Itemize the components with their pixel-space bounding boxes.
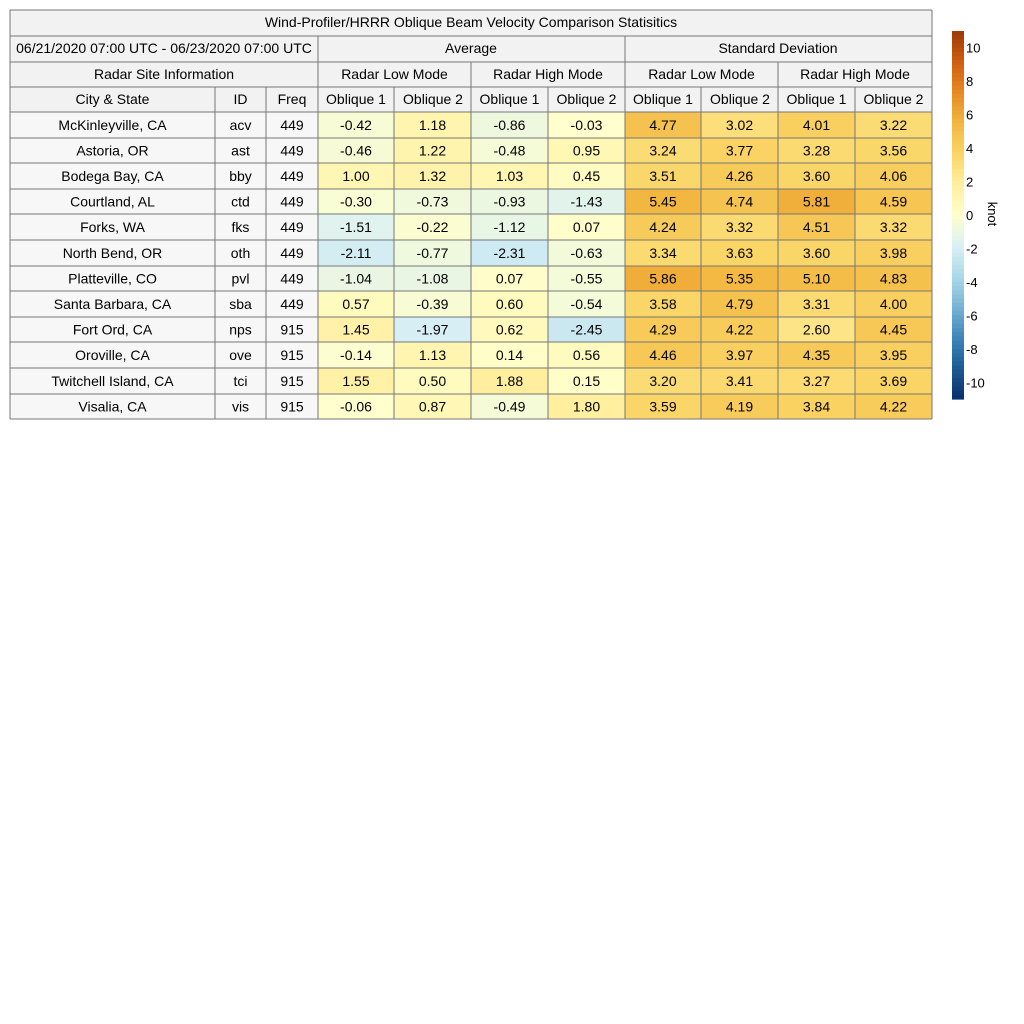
colorbar-band	[952, 144, 964, 149]
value-label: 3.84	[802, 398, 831, 415]
value-label: 5.45	[649, 193, 677, 210]
site-city-cell: Twitchell Island, CA	[51, 373, 174, 389]
colorbar-band	[952, 353, 964, 358]
value-label: 3.98	[879, 245, 908, 261]
site-city-cell: Platteville, CO	[68, 270, 157, 287]
colorbar-band	[952, 56, 964, 61]
site-freq-cell: 449	[280, 142, 304, 159]
col-header-avg-low-ob1: Oblique 1	[326, 91, 386, 107]
colorbar-band	[952, 161, 964, 166]
colorbar-band	[952, 119, 964, 124]
value-label: 0.07	[572, 219, 601, 235]
site-id-cell: pvl	[231, 270, 250, 287]
value-label: 3.32	[879, 219, 908, 235]
value-label: 0.60	[495, 296, 524, 312]
site-freq-cell: 449	[280, 219, 304, 235]
value-label: 3.32	[725, 219, 754, 235]
colorbar-tick-label: -10	[966, 375, 985, 391]
colorbar-band	[952, 202, 964, 207]
value-label: 1.45	[342, 321, 370, 338]
colorbar-band	[952, 349, 964, 354]
value-label: -0.77	[416, 245, 449, 261]
value-label: 4.06	[879, 168, 908, 184]
site-freq-cell: 915	[280, 347, 304, 363]
colorbar-band	[952, 374, 964, 379]
colorbar-band	[952, 94, 964, 99]
value-label: -0.48	[493, 142, 526, 159]
colorbar-band	[952, 77, 964, 82]
value-label: 4.24	[649, 219, 677, 235]
std-low-mode-header: Radar Low Mode	[648, 66, 755, 82]
colorbar-band	[952, 391, 964, 396]
colorbar-tick-label: 10	[966, 40, 981, 56]
value-label: -2.45	[570, 321, 603, 338]
colorbar-band	[952, 169, 964, 174]
colorbar-band	[952, 211, 964, 216]
site-id-cell: ast	[231, 142, 250, 159]
value-label: 3.41	[725, 373, 754, 389]
value-label: 0.14	[495, 347, 524, 363]
colorbar	[0, 0, 1024, 420]
colorbar-tick-label: -8	[966, 341, 978, 357]
value-label: 1.00	[342, 168, 370, 184]
value-label: 1.32	[418, 168, 447, 184]
value-label: 2.60	[802, 321, 831, 338]
site-id-cell: nps	[229, 321, 252, 338]
value-label: -0.03	[570, 117, 603, 133]
site-freq-cell: 449	[280, 245, 304, 261]
col-header-std-high-ob1: Oblique 1	[786, 91, 847, 107]
value-label: 4.59	[879, 193, 908, 210]
colorbar-band	[952, 131, 964, 136]
value-label: -1.12	[493, 219, 526, 235]
colorbar-band	[952, 148, 964, 153]
value-label: -0.54	[570, 296, 603, 312]
value-label: 1.13	[418, 347, 447, 363]
value-label: -1.04	[340, 270, 372, 287]
colorbar-band	[952, 44, 964, 49]
colorbar-band	[952, 274, 964, 279]
colorbar-band	[952, 261, 964, 266]
std-header: Standard Deviation	[718, 40, 838, 56]
value-label: -0.06	[340, 398, 372, 415]
col-header-freq: Freq	[277, 91, 307, 107]
colorbar-band	[952, 165, 964, 170]
colorbar-band	[952, 307, 964, 312]
site-freq-cell: 449	[280, 168, 304, 184]
colorbar-band	[952, 386, 964, 391]
colorbar-band	[952, 265, 964, 270]
colorbar-band	[952, 332, 964, 337]
value-label: 3.27	[802, 373, 831, 389]
colorbar-band	[952, 395, 964, 400]
colorbar-tick-label: 2	[966, 174, 974, 190]
colorbar-band	[952, 282, 964, 287]
colorbar-band	[952, 186, 964, 191]
value-label: 3.31	[802, 296, 831, 312]
colorbar-band	[952, 357, 964, 362]
value-label: 4.29	[649, 321, 677, 338]
site-freq-cell: 915	[280, 373, 304, 389]
colorbar-band	[952, 98, 964, 103]
colorbar-band	[952, 294, 964, 299]
colorbar-band	[952, 253, 964, 258]
value-label: 4.22	[725, 321, 754, 338]
value-label: -1.43	[570, 193, 603, 210]
colorbar-band	[952, 194, 964, 199]
value-label: 4.51	[802, 219, 831, 235]
site-freq-cell: 449	[280, 193, 304, 210]
col-header-std-high-ob2: Oblique 2	[863, 91, 924, 107]
value-label: -0.63	[570, 245, 603, 261]
col-header-id: ID	[233, 91, 248, 107]
value-label: 0.07	[495, 270, 524, 287]
colorbar-band	[952, 345, 964, 350]
site-freq-cell: 915	[280, 321, 304, 338]
site-id-cell: ove	[229, 347, 252, 363]
value-label: -2.31	[493, 245, 526, 261]
colorbar-band	[952, 219, 964, 224]
value-label: -0.86	[493, 117, 526, 133]
site-id-cell: ctd	[231, 193, 250, 210]
colorbar-band	[952, 328, 964, 333]
colorbar-band	[952, 378, 964, 383]
colorbar-band	[952, 320, 964, 325]
colorbar-band	[952, 303, 964, 308]
colorbar-band	[952, 123, 964, 128]
colorbar-band	[952, 48, 964, 53]
colorbar-band	[952, 244, 964, 249]
value-label: 4.83	[879, 270, 908, 287]
value-label: -1.08	[416, 270, 449, 287]
value-label: 0.87	[418, 398, 447, 415]
site-city-cell: Bodega Bay, CA	[61, 168, 164, 184]
value-label: 3.60	[802, 168, 831, 184]
avg-high-mode-header: Radar High Mode	[493, 66, 603, 82]
value-label: -0.73	[416, 193, 449, 210]
site-city-cell: Courtland, AL	[70, 193, 155, 210]
value-label: 3.28	[802, 142, 831, 159]
colorbar-band	[952, 336, 964, 341]
col-header-avg-high-ob1: Oblique 1	[479, 91, 540, 107]
colorbar-band	[952, 236, 964, 241]
colorbar-band	[952, 136, 964, 141]
col-header-std-low-ob2: Oblique 2	[710, 91, 770, 107]
value-label: 3.69	[879, 373, 908, 389]
value-label: 3.63	[725, 245, 754, 261]
colorbar-tick-label: 6	[966, 107, 974, 123]
colorbar-band	[952, 35, 964, 40]
colorbar-band	[952, 269, 964, 274]
date-range: 06/21/2020 07:00 UTC - 06/23/2020 07:00 UTC	[16, 40, 312, 56]
site-id-cell: tci	[233, 373, 248, 389]
colorbar-band	[952, 102, 964, 107]
site-freq-cell: 449	[280, 117, 304, 133]
value-label: 4.74	[725, 193, 754, 210]
value-label: 0.95	[572, 142, 601, 159]
colorbar-band	[952, 248, 964, 253]
site-city-cell: Santa Barbara, CA	[53, 296, 172, 312]
site-freq-cell: 449	[280, 270, 304, 287]
site-id-cell: oth	[230, 245, 251, 261]
colorbar-band	[952, 85, 964, 90]
colorbar-band	[952, 207, 964, 212]
colorbar-label: knot	[985, 201, 1000, 227]
site-freq-cell: 449	[280, 296, 304, 312]
value-label: -1.97	[416, 321, 449, 338]
colorbar-band	[952, 90, 964, 95]
colorbar-band	[952, 156, 964, 161]
value-label: -0.49	[493, 398, 526, 415]
site-id-cell: acv	[229, 117, 252, 133]
value-label: 1.22	[418, 142, 447, 159]
colorbar-band	[952, 198, 964, 203]
colorbar-band	[952, 39, 964, 44]
value-label: 1.18	[418, 117, 447, 133]
colorbar-band	[952, 232, 964, 237]
value-label: 0.56	[572, 347, 601, 363]
colorbar-band	[952, 228, 964, 233]
value-label: 3.02	[725, 117, 754, 133]
value-label: 4.01	[802, 117, 831, 133]
value-label: 4.00	[879, 296, 908, 312]
colorbar-band	[952, 240, 964, 245]
value-label: -0.39	[416, 296, 449, 312]
colorbar-band	[952, 152, 964, 157]
colorbar-band	[952, 340, 964, 345]
value-label: -0.55	[570, 270, 603, 287]
value-label: 0.62	[495, 321, 524, 338]
std-high-mode-header: Radar High Mode	[800, 66, 910, 82]
value-label: 3.95	[879, 347, 908, 363]
value-label: 0.57	[342, 296, 370, 312]
value-label: -0.22	[416, 219, 449, 235]
value-label: 4.45	[879, 321, 908, 338]
colorbar-band	[952, 324, 964, 329]
value-label: 4.77	[649, 117, 677, 133]
colorbar-band	[952, 366, 964, 371]
value-label: 1.88	[495, 373, 524, 389]
colorbar-band	[952, 140, 964, 145]
colorbar-band	[952, 286, 964, 291]
colorbar-band	[952, 190, 964, 195]
colorbar-band	[952, 311, 964, 316]
value-label: -0.93	[493, 193, 526, 210]
value-label: 3.51	[649, 168, 677, 184]
colorbar-tick-label: 0	[966, 208, 974, 223]
value-label: 4.35	[802, 347, 831, 363]
colorbar-tick-label: 4	[966, 141, 974, 157]
site-city-cell: Forks, WA	[80, 219, 145, 235]
colorbar-band	[952, 173, 964, 178]
site-city-cell: Oroville, CA	[75, 347, 150, 363]
colorbar-band	[952, 60, 964, 65]
value-label: 3.20	[649, 373, 677, 389]
colorbar-band	[952, 361, 964, 366]
colorbar-band	[952, 215, 964, 220]
colorbar-band	[952, 31, 964, 36]
site-id-cell: fks	[231, 219, 250, 235]
value-label: 4.46	[649, 347, 677, 363]
colorbar-band	[952, 257, 964, 262]
value-label: 5.81	[802, 193, 831, 210]
colorbar-band	[952, 110, 964, 115]
value-label: 3.60	[802, 245, 831, 261]
colorbar-band	[952, 278, 964, 283]
colorbar-tick-label: -4	[966, 274, 978, 290]
colorbar-band	[952, 115, 964, 120]
value-label: 4.22	[879, 398, 908, 415]
site-city-cell: North Bend, OR	[62, 245, 163, 261]
value-label: -0.42	[340, 117, 372, 133]
value-label: 0.45	[572, 168, 601, 184]
colorbar-band	[952, 73, 964, 78]
value-label: 4.79	[725, 296, 754, 312]
colorbar-band	[952, 106, 964, 111]
value-label: 5.86	[649, 270, 677, 287]
colorbar-band	[952, 370, 964, 375]
value-label: 3.77	[725, 142, 754, 159]
colorbar-band	[952, 290, 964, 295]
colorbar-band	[952, 182, 964, 187]
value-label: 1.80	[572, 398, 601, 415]
value-label: 0.15	[572, 373, 601, 389]
value-label: -2.11	[340, 245, 372, 261]
site-city-cell: Astoria, OR	[76, 142, 149, 159]
colorbar-tick-label: 8	[966, 74, 974, 90]
colorbar-tick-label: -2	[966, 241, 978, 257]
col-header-avg-high-ob2: Oblique 2	[556, 91, 617, 107]
col-header-avg-low-ob2: Oblique 2	[403, 91, 463, 107]
value-label: 3.97	[725, 347, 754, 363]
colorbar-band	[952, 81, 964, 86]
value-label: -1.51	[340, 219, 372, 235]
col-header-city: City & State	[75, 91, 150, 107]
average-header: Average	[445, 40, 497, 56]
value-label: 0.50	[418, 373, 447, 389]
value-label: 5.10	[802, 270, 831, 287]
colorbar-band	[952, 52, 964, 57]
colorbar-band	[952, 382, 964, 387]
value-label: 3.24	[649, 142, 677, 159]
col-header-std-low-ob1: Oblique 1	[633, 91, 693, 107]
site-city-cell: McKinleyville, CA	[58, 117, 167, 133]
colorbar-tick-label: -6	[966, 308, 978, 324]
value-label: 3.58	[649, 296, 677, 312]
value-label: 3.22	[879, 117, 908, 133]
value-label: 1.55	[342, 373, 370, 389]
colorbar-band	[952, 315, 964, 320]
site-freq-cell: 915	[280, 398, 304, 415]
site-id-cell: vis	[231, 398, 250, 415]
site-info-header: Radar Site Information	[93, 66, 235, 82]
site-id-cell: sba	[229, 296, 252, 312]
colorbar-band	[952, 223, 964, 228]
site-city-cell: Visalia, CA	[78, 398, 147, 415]
avg-low-mode-header: Radar Low Mode	[341, 66, 448, 82]
value-label: 5.35	[725, 270, 754, 287]
site-id-cell: bby	[229, 168, 252, 184]
value-label: -0.46	[340, 142, 372, 159]
colorbar-band	[952, 64, 964, 69]
site-city-cell: Fort Ord, CA	[72, 321, 153, 338]
value-label: 4.26	[725, 168, 754, 184]
colorbar-band	[952, 69, 964, 74]
value-label: 3.59	[649, 398, 677, 415]
value-label: 1.03	[495, 168, 524, 184]
value-label: 4.19	[725, 398, 754, 415]
colorbar-band	[952, 177, 964, 182]
value-label: 3.34	[649, 245, 677, 261]
value-label: -0.14	[340, 347, 372, 363]
colorbar-band	[952, 299, 964, 304]
value-label: -0.30	[340, 193, 372, 210]
colorbar-band	[952, 127, 964, 132]
value-label: 3.56	[879, 142, 908, 159]
table-title: Wind-Profiler/HRRR Oblique Beam Velocity Comparison Statisitics	[264, 14, 678, 30]
